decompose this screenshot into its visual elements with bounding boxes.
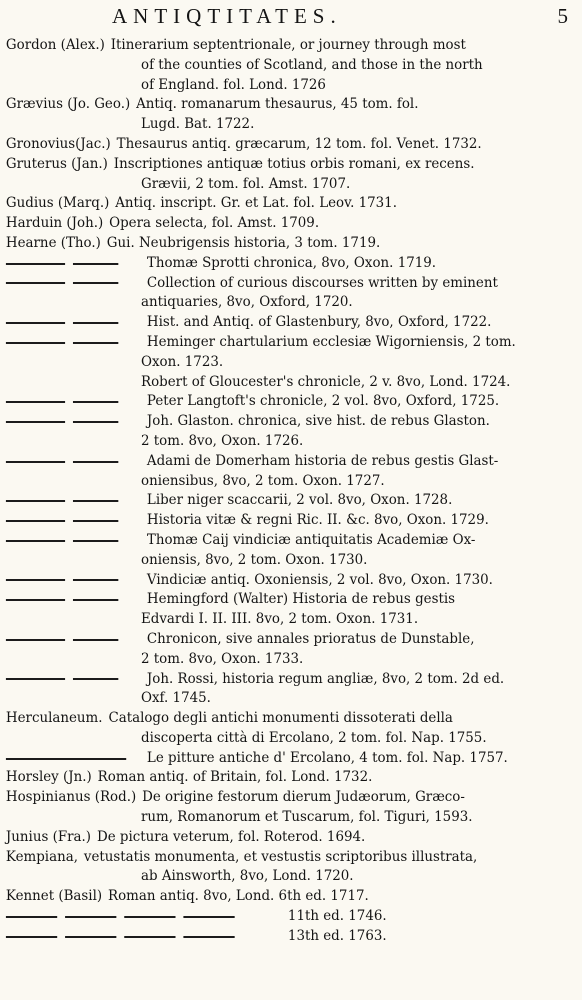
ditto-dash [124,936,175,938]
entry [0,155,582,195]
entry [0,709,582,749]
ditto-dash [73,461,118,463]
entry-line [0,412,574,432]
entry-line [0,392,574,412]
ditto-dashes [0,599,126,601]
running-head [0,4,582,32]
entry-title: Catalogo degli antichi monumenti dissoterati della [108,710,453,727]
entry-line [0,907,574,927]
entry-line [0,194,574,214]
ditto-dash [183,916,234,918]
entry [0,531,582,571]
entry [0,95,582,135]
entry-title: Opera selecta, fol. Amst. 1709. [109,215,320,232]
entry-title: Le pitture antiche d' Ercolano, 4 tom. fol. Nap. 1757. [146,749,508,766]
entry-continuation: of the counties of Scotland, and those in the north [140,56,483,73]
entry [0,313,582,333]
entry-title: Liber niger scaccarii, 2 vol. 8vo, Oxon. 1728. [146,492,453,509]
entry-author: Hearne (Tho.) [5,234,101,251]
ditto-dash [65,916,116,918]
ditto-dash [73,520,118,522]
ditto-dash [73,579,118,581]
entry-continuation: Lugd. Bat. 1722. [140,116,255,133]
ditto-dashes [0,678,126,680]
entry-continuation: oniensis, 8vo, 2 tom. Oxon. 1730. [140,551,368,568]
entry [0,392,582,412]
entry-title: Heminger chartularium ecclesiæ Wigorniensis, 2 tom. [146,333,516,350]
entry [0,848,582,888]
entry [0,907,582,927]
entry-title: Thomæ Sprotti chronica, 8vo, Oxon. 1719. [146,254,437,271]
entry-line [0,768,574,788]
entry-line [0,709,574,729]
ditto-dash [73,263,118,265]
entry-line [0,491,574,511]
entry [0,749,582,769]
entry-continuation: 2 tom. 8vo, Oxon. 1733. [140,650,304,667]
entry-author: Gronovius(Jac.) [5,135,111,152]
entry [0,491,582,511]
entry-line [0,274,574,294]
ditto-dash [73,322,118,324]
entry [0,927,582,947]
entry-author: Herculaneum. [5,710,103,727]
ditto-dashes [0,916,243,918]
entry-author: Horsley (Jn.) [5,769,92,786]
ditto-dash [6,639,65,641]
ditto-dash [6,520,65,522]
ditto-dashes [0,401,126,403]
ditto-dash [124,916,175,918]
entry-author: Junius (Fra.) [5,828,92,845]
entry-author: Hospinianus (Rod.) [5,789,137,806]
entry [0,511,582,531]
entry-continuation: Edvardi I. II. III. 8vo, 2 tom. Oxon. 1731. [140,611,419,628]
page-number: 5 [557,4,568,28]
ditto-dashes [0,936,243,938]
entry [0,788,582,828]
entry-line [0,135,574,155]
entry-title: Roman antiq. of Britain, fol. Lond. 1732. [97,769,373,786]
entry-title: Antiq. inscript. Gr. et Lat. fol. Leov. 1731. [115,195,397,212]
entry [0,274,582,314]
ditto-dash [6,540,65,542]
entry-line [0,95,574,115]
ditto-dash [183,936,234,938]
ditto-dashes [0,579,126,581]
running-title: ANTIQTITATES. [112,4,342,28]
ditto-dash [73,599,118,601]
entry-line [0,571,574,591]
ditto-dash [6,678,65,680]
ditto-dash [6,282,65,284]
entry [0,135,582,155]
entry-title: Hemingford (Walter) Historia de rebus gestis [146,591,456,608]
entry-line [0,155,574,175]
entry-author: Kempiana, [5,848,78,865]
ditto-dashes [0,282,126,284]
entry [0,254,582,274]
entry [0,887,582,907]
entry [0,670,582,710]
ditto-dash [6,342,65,344]
entry-line [0,36,574,56]
entry [0,452,582,492]
ditto-dash [73,500,118,502]
ditto-dash [6,916,57,918]
ditto-dash [6,599,65,601]
entry [0,768,582,788]
entry-line [0,333,574,353]
entry-title: Robert of Gloucester's chronicle, 2 v. 8vo, Lond. 1724. [140,373,511,390]
ditto-dash [73,342,118,344]
entry-line [0,670,574,690]
entry-line [0,788,574,808]
entry [0,828,582,848]
entry [0,630,582,670]
ditto-dashes [0,421,126,423]
entry-title: Gui. Neubrigensis historia, 3 tom. 1719. [106,234,381,251]
entry-line [0,828,574,848]
ditto-dashes [0,342,126,344]
entry-title: Thesaurus antiq. græcarum, 12 tom. fol. Venet. 1732. [116,135,482,152]
ditto-dash [65,936,116,938]
entry-title: Itinerarium septentrionale, or journey through most [110,37,466,53]
entry-continuation: Grævii, 2 tom. fol. Amst. 1707. [140,175,351,192]
entry-title: Roman antiq. 8vo, Lond. 6th ed. 1717. [108,888,369,905]
entry-line [0,630,574,650]
entry-continuation: ab Ainsworth, 8vo, Lond. 1720. [140,868,354,885]
entry [0,333,582,373]
entry [0,194,582,214]
entry-author: Harduin (Joh.) [5,215,104,232]
entry-title: Joh. Glaston. chronica, sive hist. de rebus Glaston. [146,413,490,430]
ditto-dash [73,639,118,641]
entry-continuation: rum, Romanorum et Tuscarum, fol. Tiguri, 1593. [140,809,473,826]
entry-line [0,254,574,274]
ditto-dash [6,579,65,581]
entry [0,412,582,452]
entry-title: De origine festorum dierum Judæorum, Græco- [142,789,465,806]
entry-title: De pictura veterum, fol. Roterod. 1694. [96,828,366,845]
entry-line [0,313,574,333]
entry-author: Gordon (Alex.) [5,37,105,53]
entry [0,36,582,95]
ditto-dash [73,401,118,403]
entry [0,234,582,254]
entry-continuation: oniensibus, 8vo, 2 tom. Oxon. 1727. [140,472,385,489]
ditto-dash [6,936,57,938]
entry-continuation: discoperta città di Ercolano, 2 tom. fol. Nap. 1755. [140,729,487,746]
entry-line [0,234,574,254]
ditto-dash [6,263,65,265]
entry-title: Historia vitæ & regni Ric. II. &c. 8vo, Oxon. 1729. [146,512,489,529]
entry-line [0,590,574,610]
ditto-dash [73,678,118,680]
ditto-dashes [0,520,126,522]
entry-title: Antiq. romanarum thesaurus, 45 tom. fol. [136,96,419,113]
ditto-dash [73,282,118,284]
entry-author: Kennet (Basil) [5,888,103,905]
entry-continuation: antiquaries, 8vo, Oxford, 1720. [140,294,353,311]
ditto-dashes [0,758,134,760]
ditto-dash [6,322,65,324]
entry [0,590,582,630]
ditto-dashes [0,500,126,502]
ditto-dash [6,401,65,403]
entry-continuation: Oxf. 1745. [140,690,211,707]
entry-continuation: of England. fol. Lond. 1726 [140,76,326,93]
ditto-dashes [0,322,126,324]
entry-line [0,927,574,947]
entry [0,373,582,393]
ditto-dashes [0,461,126,463]
entry [0,214,582,234]
entry-title: Adami de Domerham historia de rebus gestis Glast- [146,452,499,469]
entry-title: Hist. and Antiq. of Glastenbury, 8vo, Oxford, 1722. [146,314,492,331]
entry-line [0,373,574,393]
entry-title: Collection of curious discourses written by eminent [146,274,498,291]
entry-continuation: Oxon. 1723. [140,353,224,370]
ditto-dash [6,500,65,502]
entry-continuation: 2 tom. 8vo, Oxon. 1726. [140,432,304,449]
entry-line [0,452,574,472]
entry-title: Inscriptiones antiquæ totius orbis romani, ex recens. [113,155,475,172]
entry-title: Peter Langtoft's chronicle, 2 vol. 8vo, Oxford, 1725. [146,393,500,410]
entry-line [0,214,574,234]
entry-line [0,887,574,907]
ditto-dash [73,421,118,423]
entry-author: Gudius (Marq.) [5,195,110,212]
bibliography-list [0,36,582,947]
entry-title: Chronicon, sive annales prioratus de Dunstable, [146,630,475,647]
entry-author: Gruterus (Jan.) [5,155,108,172]
entry-title: 11th ed. 1746. [287,908,387,925]
entry-line [0,848,574,868]
entry-title: vetustatis monumenta, et vestustis scriptoribus illustrata, [83,848,478,865]
entry-title: Joh. Rossi, historia regum angliæ, 8vo, 2 tom. 2d ed. [146,670,505,687]
ditto-dash [6,461,65,463]
ditto-dashes [0,540,126,542]
entry [0,571,582,591]
entry-line [0,511,574,531]
entry-title: Thomæ Caij vindiciæ antiquitatis Academiæ Ox- [146,531,476,548]
ditto-dashes [0,639,126,641]
entry-line [0,749,574,769]
entry-line [0,531,574,551]
entry-title: 13th ed. 1763. [287,927,387,944]
ditto-dash [73,540,118,542]
ditto-dashes [0,263,126,265]
ditto-dash [6,421,65,423]
ditto-dash [6,758,126,760]
entry-title: Vindiciæ antiq. Oxoniensis, 2 vol. 8vo, Oxon. 1730. [146,571,493,588]
entry-author: Grævius (Jo. Geo.) [5,96,131,113]
